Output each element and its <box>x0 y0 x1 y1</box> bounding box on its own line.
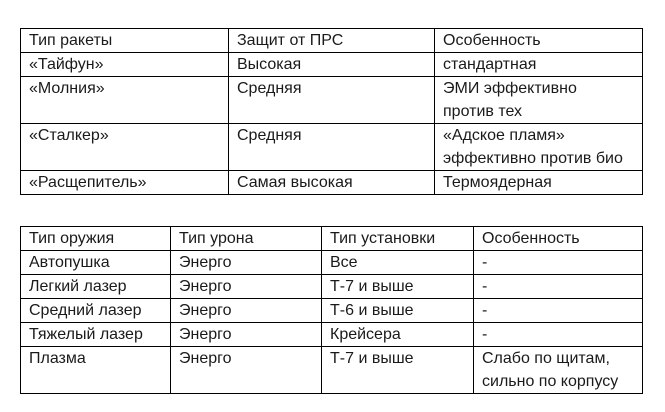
cell-damage-type: Энерго <box>171 299 322 323</box>
table-row <box>21 53 643 77</box>
cell-damage-type: Энерго <box>171 275 322 299</box>
cell-protection: Средняя <box>229 124 435 171</box>
cell-feature-line: ЭМИ эффективно <box>443 80 577 97</box>
cell-rocket-type: «Тайфун» <box>21 53 229 77</box>
cell-mount-type: Т-7 и выше <box>322 275 474 299</box>
table-header-row <box>21 227 643 251</box>
cell-feature <box>474 323 643 347</box>
cell-protection: Самая высокая <box>229 171 435 195</box>
cell-mount-type: Т-7 и выше <box>322 347 474 394</box>
cell-feature <box>474 347 643 394</box>
cell-protection: Средняя <box>229 77 435 124</box>
table-row <box>21 323 643 347</box>
table-row <box>21 347 643 394</box>
rockets-table <box>20 28 643 195</box>
table-row <box>21 171 643 195</box>
table-row <box>21 77 643 124</box>
cell-mount-type: Крейсера <box>322 323 474 347</box>
cell-feature-line: «Адское пламя» <box>443 127 565 144</box>
cell-protection: Высокая <box>229 53 435 77</box>
cell-feature-line: эффективно против био <box>443 150 623 167</box>
cell-feature <box>474 275 643 299</box>
cell-feature <box>435 124 643 171</box>
cell-feature-line: - <box>482 302 488 319</box>
cell-damage-type: Энерго <box>171 347 322 394</box>
cell-feature-line: - <box>482 326 488 343</box>
table-row <box>21 275 643 299</box>
cell-weapon-type: Легкий лазер <box>21 275 171 299</box>
weapons-table <box>20 226 643 394</box>
header-cell-rocket-type: Тип ракеты <box>21 29 229 53</box>
cell-mount-type: Все <box>322 251 474 275</box>
cell-rocket-type: «Сталкер» <box>21 124 229 171</box>
cell-feature <box>435 171 643 195</box>
cell-weapon-type: Тяжелый лазер <box>21 323 171 347</box>
header-cell-mount-type: Тип установки <box>322 227 474 251</box>
table-row <box>21 124 643 171</box>
cell-feature <box>435 77 643 124</box>
cell-damage-type: Энерго <box>171 323 322 347</box>
cell-rocket-type: «Расщепитель» <box>21 171 229 195</box>
cell-feature <box>474 251 643 275</box>
header-cell-feature: Особенность <box>435 29 643 53</box>
header-cell-weapon-type: Тип оружия <box>21 227 171 251</box>
header-cell-protection: Защит от ПРС <box>229 29 435 53</box>
header-cell-damage-type: Тип урона <box>171 227 322 251</box>
cell-mount-type: Т-6 и выше <box>322 299 474 323</box>
cell-weapon-type: Автопушка <box>21 251 171 275</box>
cell-damage-type: Энерго <box>171 251 322 275</box>
table-row <box>21 251 643 275</box>
table-row <box>21 299 643 323</box>
cell-weapon-type: Плазма <box>21 347 171 394</box>
cell-feature <box>474 299 643 323</box>
cell-feature <box>435 53 643 77</box>
cell-weapon-type: Средний лазер <box>21 299 171 323</box>
cell-feature-line: стандартная <box>443 56 537 73</box>
cell-feature-line: Термоядерная <box>443 174 552 191</box>
header-cell-feature: Особенность <box>474 227 643 251</box>
cell-feature-line: сильно по корпусу <box>482 373 619 390</box>
cell-feature-line: - <box>482 254 488 271</box>
cell-rocket-type: «Молния» <box>21 77 229 124</box>
cell-feature-line: Слабо по щитам, <box>482 350 610 367</box>
cell-feature-line: - <box>482 278 488 295</box>
table-header-row <box>21 29 643 53</box>
cell-feature-line: против тех <box>443 103 523 120</box>
